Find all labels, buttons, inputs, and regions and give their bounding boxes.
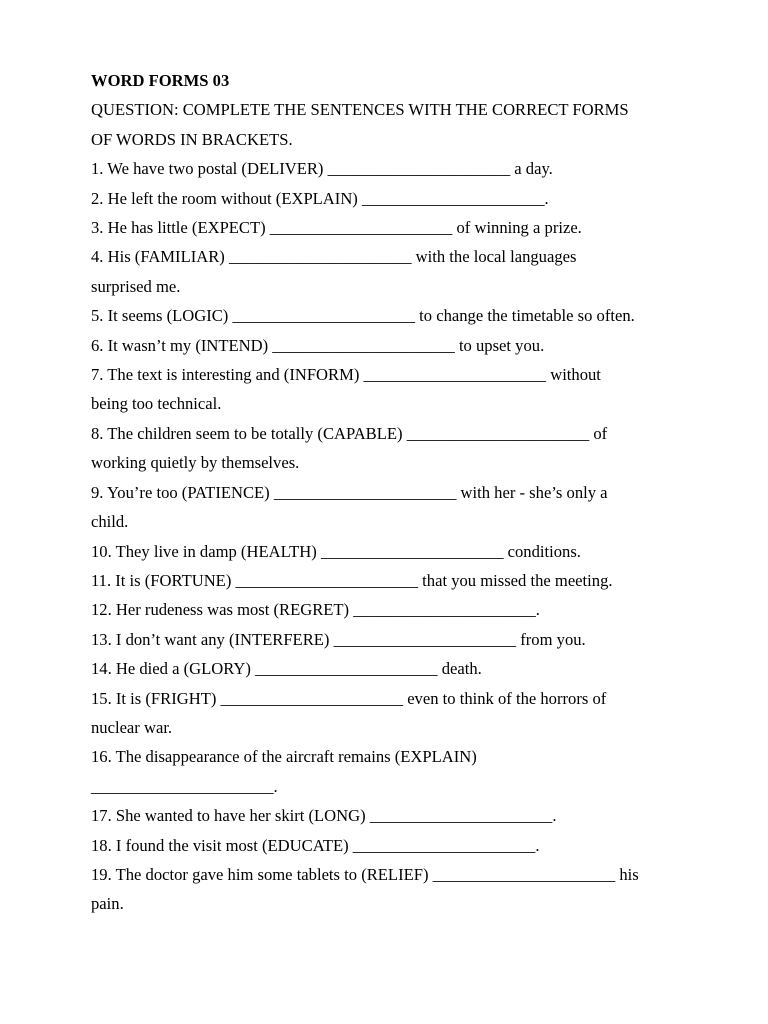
question-12: 12. Her rudeness was most (REGRET) ______________________. xyxy=(91,600,540,620)
instruction-line: QUESTION: COMPLETE THE SENTENCES WITH THE CORRECT FORMS xyxy=(91,100,629,120)
worksheet-title: WORD FORMS 03 xyxy=(91,71,230,90)
question-6: 6. It wasn’t my (INTEND) ______________________ to upset you. xyxy=(91,335,545,355)
question-1: 1. We have two postal (DELIVER) ______________________ a day. xyxy=(91,159,553,179)
question-15: 15. It is (FRIGHT) ______________________ even to think of the horrors of xyxy=(91,688,607,708)
question-16-blank: ______________________. xyxy=(91,776,278,796)
question-19: 19. The doctor gave him some tablets to (RELIEF) ______________________ his xyxy=(91,864,639,884)
question-19-continued: pain. xyxy=(91,894,124,914)
question-9-continued: child. xyxy=(91,512,129,532)
question-11: 11. It is (FORTUNE) ______________________ that you missed the meeting. xyxy=(91,570,613,590)
question-7: 7. The text is interesting and (INFORM) ______________________ without xyxy=(91,365,601,385)
question-7-continued: being too technical. xyxy=(91,394,222,414)
worksheet-page xyxy=(91,66,701,919)
question-3: 3. He has little (EXPECT) ______________________ of winning a prize. xyxy=(91,218,582,238)
question-9: 9. You’re too (PATIENCE) ______________________ with her - she’s only a xyxy=(91,482,608,502)
question-5: 5. It seems (LOGIC) ______________________ to change the timetable so often. xyxy=(91,306,635,326)
question-8-continued: working quietly by themselves. xyxy=(91,453,300,473)
question-13: 13. I don’t want any (INTERFERE) ______________________ from you. xyxy=(91,629,586,649)
instruction-line: OF WORDS IN BRACKETS. xyxy=(91,129,293,149)
question-16: 16. The disappearance of the aircraft remains (EXPLAIN) xyxy=(91,747,477,767)
question-14: 14. He died a (GLORY) ______________________ death. xyxy=(91,659,482,679)
question-2: 2. He left the room without (EXPLAIN) ______________________. xyxy=(91,188,549,208)
question-17: 17. She wanted to have her skirt (LONG) ______________________. xyxy=(91,806,557,826)
question-10: 10. They live in damp (HEALTH) ______________________ conditions. xyxy=(91,541,581,561)
question-4: 4. His (FAMILIAR) ______________________ with the local languages xyxy=(91,247,577,267)
question-4-continued: surprised me. xyxy=(91,276,181,296)
question-18: 18. I found the visit most (EDUCATE) ______________________. xyxy=(91,835,540,855)
question-8: 8. The children seem to be totally (CAPABLE) ______________________ of xyxy=(91,423,608,443)
question-15-continued: nuclear war. xyxy=(91,717,173,737)
